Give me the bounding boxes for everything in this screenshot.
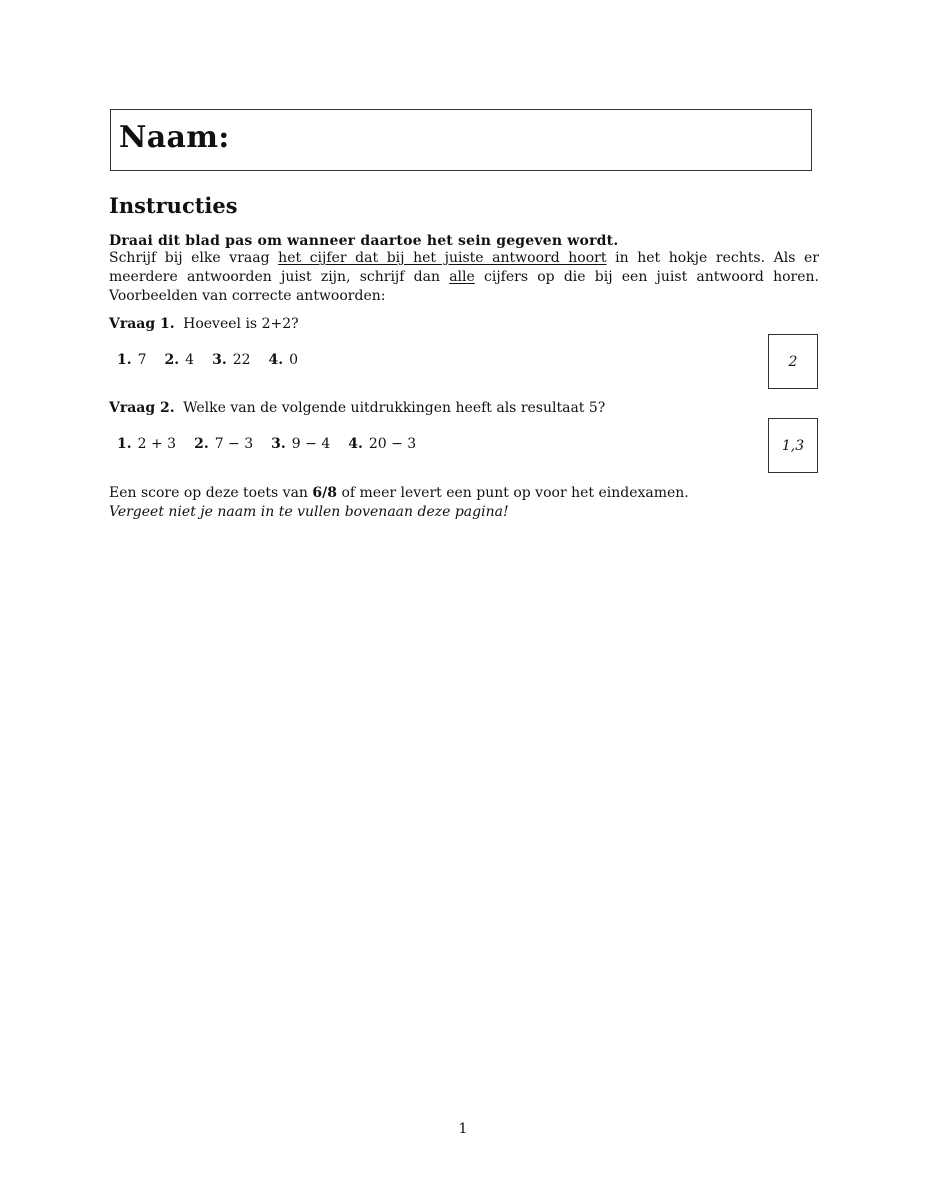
question-1-heading <box>109 316 299 332</box>
q1-option-3-value: 22 <box>232 352 251 368</box>
intro-underlined-2: alle <box>449 269 475 285</box>
q1-option-2-value: 4 <box>185 352 195 368</box>
instructions-title: Instructies <box>109 193 238 218</box>
name-field-box[interactable] <box>110 109 812 171</box>
q1-option-2-num: 2. <box>164 352 180 368</box>
question-2-text: Welke van de volgende uitdrukkingen heeft als resultaat 5? <box>183 400 606 416</box>
question-1-answer-box[interactable] <box>768 334 818 389</box>
question-2-options <box>117 436 416 452</box>
score-text-2: of meer levert een punt op voor het eindexamen. <box>337 485 689 501</box>
q2-option-2-num: 2. <box>194 436 209 452</box>
question-1-label: Vraag 1. <box>109 316 175 332</box>
q1-option-4-value: 0 <box>289 352 299 368</box>
score-text-1: Een score op deze toets van <box>109 485 313 501</box>
question-2-label: Vraag 2. <box>109 400 175 416</box>
intro-text-2: in het hokje rechts. Als er meerdere antwoorden juist zijn, schrijf dan <box>109 250 819 285</box>
q1-option-4 <box>269 352 299 368</box>
q2-option-4 <box>348 436 416 452</box>
q2-option-3-value: 9 − 4 <box>291 436 331 452</box>
q2-option-2 <box>194 436 253 452</box>
question-1-options <box>117 352 298 368</box>
q1-option-1-num: 1. <box>117 352 132 368</box>
q1-option-1-value: 7 <box>137 352 147 368</box>
question-2-answer-box[interactable] <box>768 418 818 473</box>
question-2-answer: 1,3 <box>781 437 805 454</box>
name-reminder: Vergeet niet je naam in te vullen bovenaan deze pagina! <box>109 504 509 520</box>
instructions-paragraph <box>109 249 819 306</box>
intro-text-3: cijfers op die bij een juist antwoord horen. Voorbeelden van correcte antwoorden: <box>109 269 820 304</box>
q1-option-1 <box>117 352 147 368</box>
q2-option-1-value: 2 + 3 <box>137 436 177 452</box>
score-note <box>109 484 819 503</box>
q2-option-3-num: 3. <box>271 436 286 452</box>
q1-option-3 <box>212 352 250 368</box>
question-1-answer: 2 <box>788 353 798 370</box>
q2-option-4-value: 20 − 3 <box>368 436 417 452</box>
question-2-heading <box>109 400 605 416</box>
name-label: Naam: <box>119 120 230 155</box>
intro-underlined-1: het cijfer dat bij het juiste antwoord hoort <box>278 250 607 266</box>
instructions-warning: Draai dit blad pas om wanneer daartoe het sein gegeven wordt. <box>109 233 619 249</box>
q1-option-3-num: 3. <box>212 352 227 368</box>
intro-text-1: Schrijf bij elke vraag <box>109 250 279 266</box>
q2-option-3 <box>271 436 330 452</box>
q1-option-4-num: 4. <box>268 352 284 368</box>
question-1-text: Hoeveel is 2+2? <box>183 316 299 332</box>
page-number: 1 <box>458 1121 468 1137</box>
q2-option-4-num: 4. <box>348 436 363 452</box>
q2-option-1 <box>117 436 176 452</box>
q2-option-2-value: 7 − 3 <box>214 436 254 452</box>
q2-option-1-num: 1. <box>117 436 132 452</box>
q1-option-2 <box>165 352 195 368</box>
score-threshold: 6/8 <box>312 485 337 501</box>
